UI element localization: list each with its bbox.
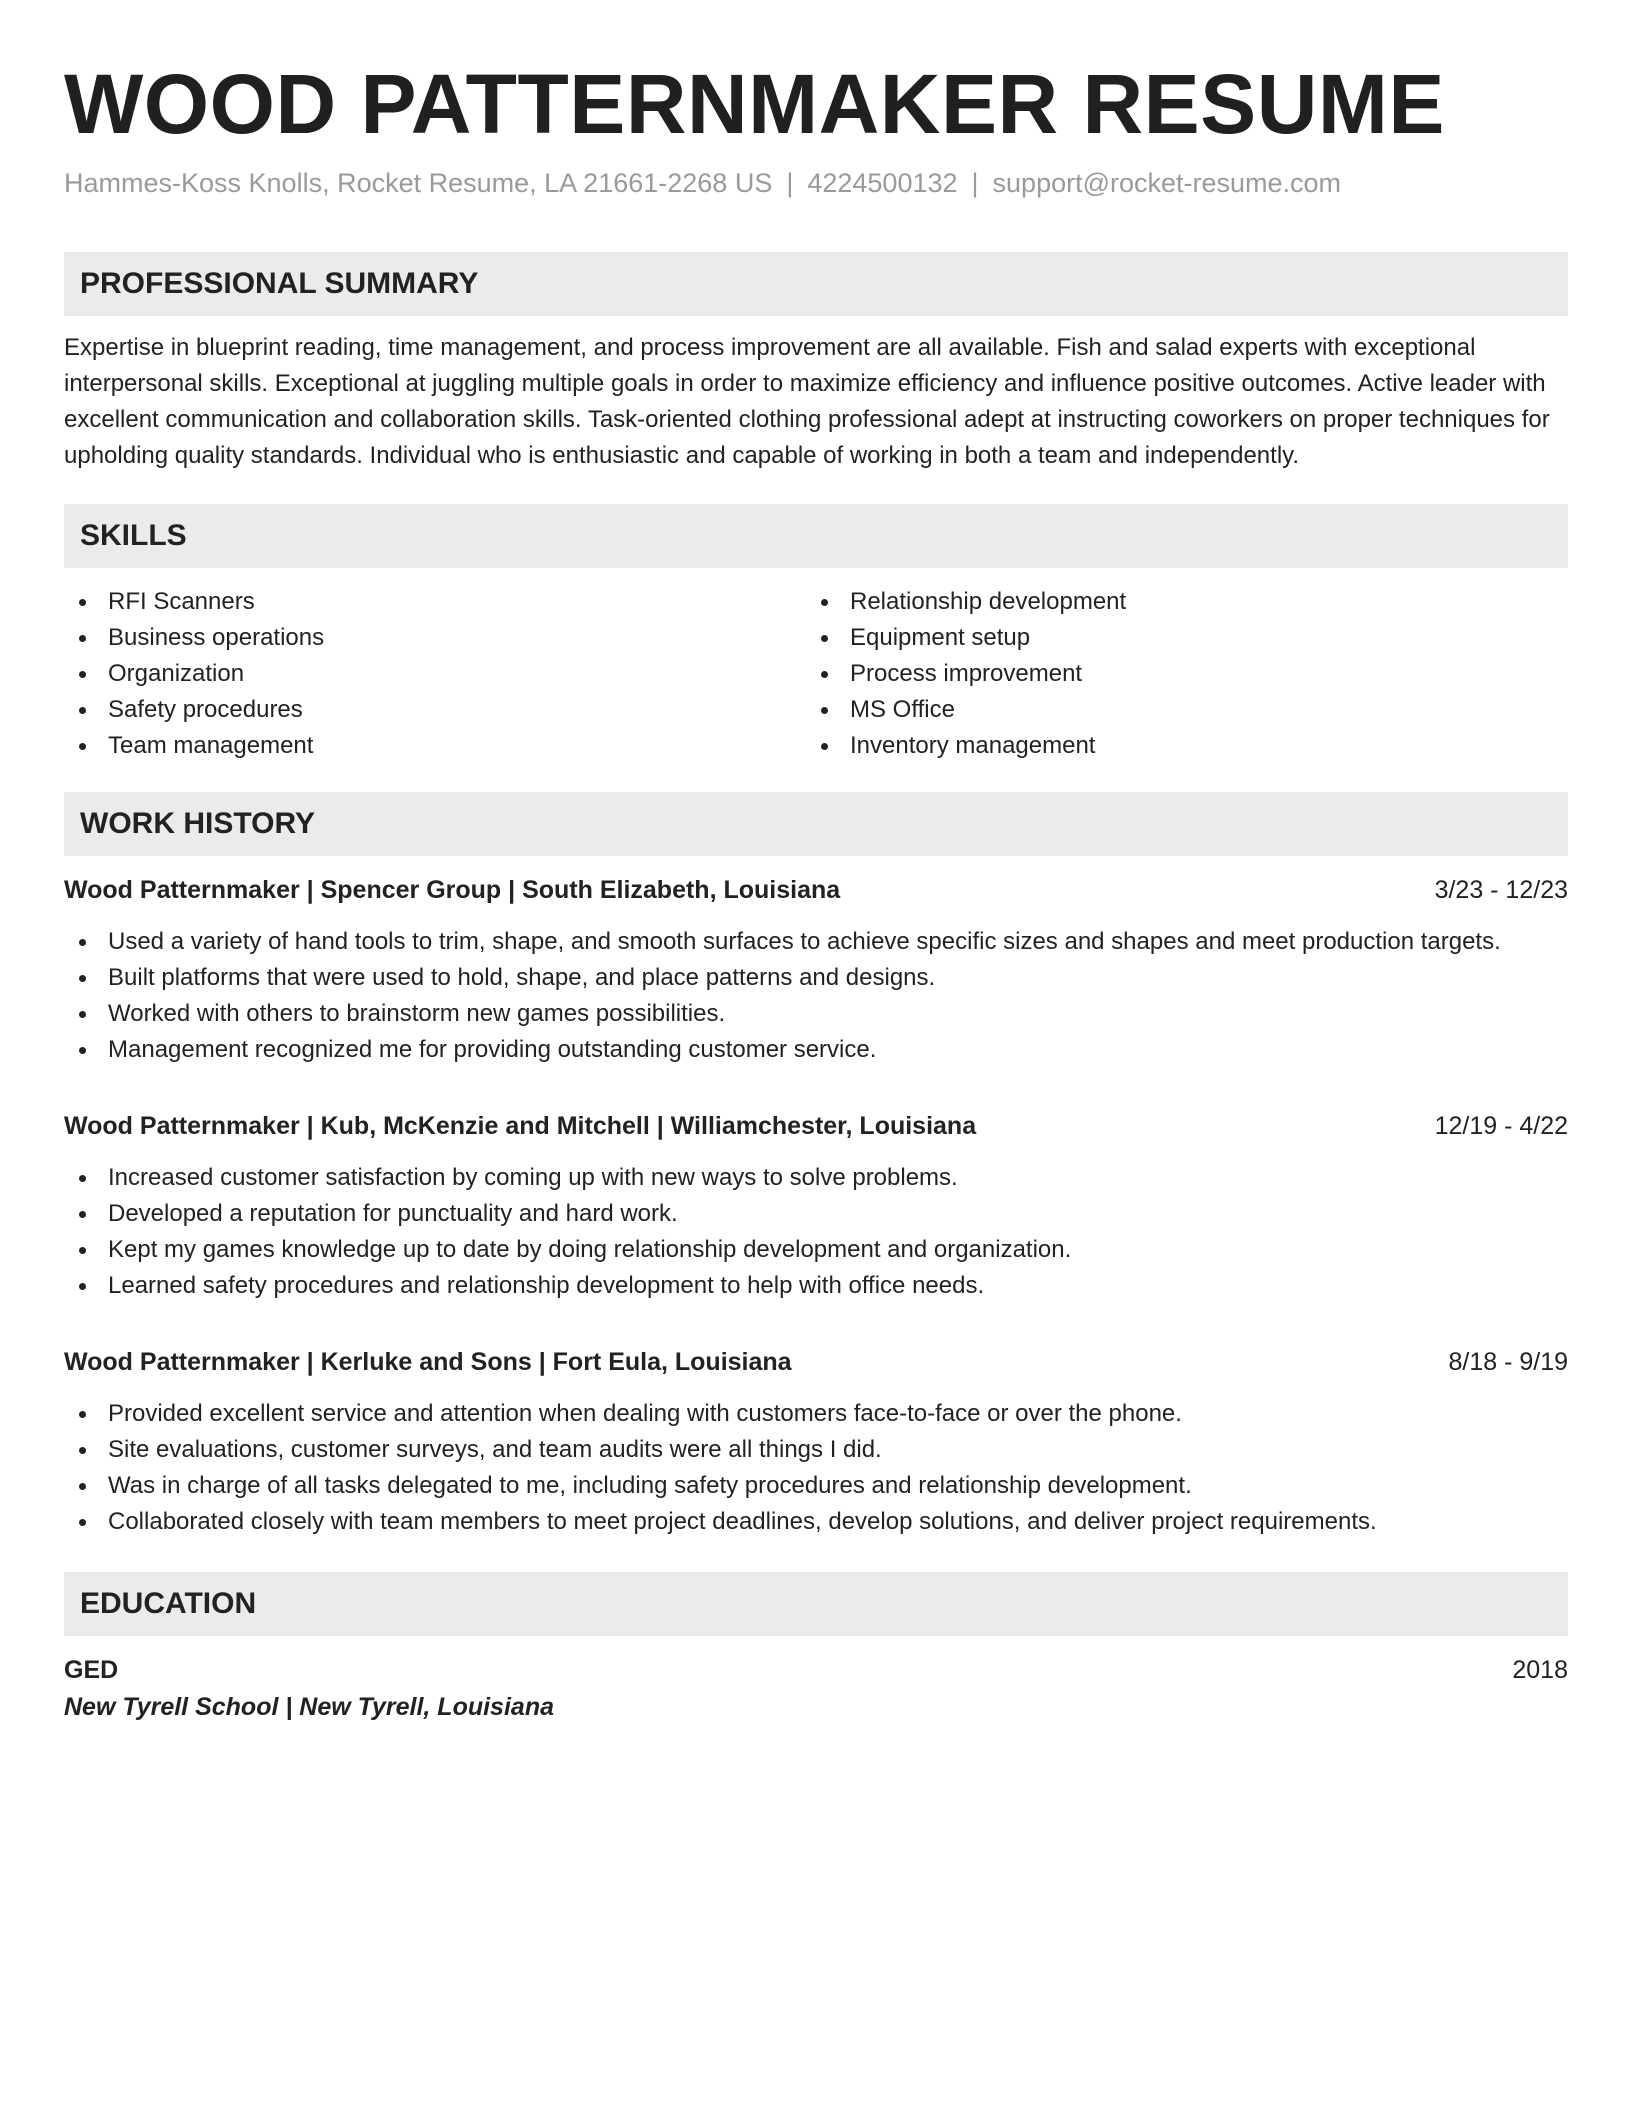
skill-item: RFI Scanners	[64, 584, 806, 620]
job-bullets	[64, 924, 1568, 1068]
skill-item: Safety procedures	[64, 692, 806, 728]
job-header	[64, 872, 1568, 908]
job-entry	[64, 1344, 1568, 1540]
job-bullet: Developed a reputation for punctuality and hard work.	[64, 1196, 1568, 1232]
job-bullet: Site evaluations, customer surveys, and team audits were all things I did.	[64, 1432, 1568, 1468]
skills-list	[64, 584, 1568, 764]
skill-item: Organization	[64, 656, 806, 692]
work-history-heading: WORK HISTORY	[64, 792, 1568, 856]
education-year: 2018	[1512, 1656, 1568, 1684]
job-title: Wood Patternmaker | Spencer Group | South Elizabeth, Louisiana	[64, 876, 841, 904]
job-bullet: Was in charge of all tasks delegated to me, including safety procedures and relationship development.	[64, 1468, 1568, 1504]
job-dates: 8/18 - 9/19	[1448, 1348, 1568, 1376]
skill-item: Process improvement	[806, 656, 1548, 692]
job-title: Wood Patternmaker | Kerluke and Sons | Fort Eula, Louisiana	[64, 1348, 792, 1376]
education-header	[64, 1652, 1568, 1688]
skill-item: Equipment setup	[806, 620, 1548, 656]
skills-heading: SKILLS	[64, 504, 1568, 568]
education-school: New Tyrell School | New Tyrell, Louisiana	[64, 1693, 554, 1721]
skill-item: MS Office	[806, 692, 1548, 728]
resume-title: WOOD PATTERNMAKER RESUME	[64, 57, 1445, 151]
job-bullet: Increased customer satisfaction by coming up with new ways to solve problems.	[64, 1160, 1568, 1196]
job-title: Wood Patternmaker | Kub, McKenzie and Mitchell | Williamchester, Louisiana	[64, 1112, 977, 1140]
job-bullet: Worked with others to brainstorm new games possibilities.	[64, 996, 1568, 1032]
skills-column-right	[806, 584, 1548, 764]
skill-item: Team management	[64, 728, 806, 764]
job-header	[64, 1108, 1568, 1144]
job-dates: 12/19 - 4/22	[1434, 1112, 1568, 1140]
skill-item: Inventory management	[806, 728, 1548, 764]
job-bullets	[64, 1396, 1568, 1540]
contact-address: Hammes-Koss Knolls, Rocket Resume, LA 21661-2268 US	[64, 168, 773, 198]
job-bullet: Built platforms that were used to hold, shape, and place patterns and designs.	[64, 960, 1568, 996]
skill-item: Business operations	[64, 620, 806, 656]
contact-line	[64, 166, 1568, 200]
job-bullet: Used a variety of hand tools to trim, shape, and smooth surfaces to achieve specific sizes and shapes and meet production targets.	[64, 924, 1568, 960]
job-bullet: Management recognized me for providing outstanding customer service.	[64, 1032, 1568, 1068]
skill-item: Relationship development	[806, 584, 1548, 620]
contact-separator: |	[971, 168, 979, 198]
contact-phone: 4224500132	[807, 168, 958, 198]
contact-separator: |	[786, 168, 794, 198]
job-bullets	[64, 1160, 1568, 1304]
education-entry	[64, 1652, 1568, 1726]
job-bullet: Collaborated closely with team members to meet project deadlines, develop solutions, and deliver project requirements.	[64, 1504, 1568, 1540]
summary-heading: PROFESSIONAL SUMMARY	[64, 252, 1568, 316]
summary-text: Expertise in blueprint reading, time management, and process improvement are all available. Fish and salad experts with exceptional interpersonal skills. Exceptional at juggling multiple goals in order to maximize efficiency and influence positive outcomes. Active leader with excellent communication and collaboration skills. Task-oriented clothing professional adept at instructing coworkers on proper techniques for upholding quality standards. Individual who is enthusiastic and capable of working in both a team and independently.	[64, 334, 1550, 469]
job-entry	[64, 872, 1568, 1068]
job-bullet: Kept my games knowledge up to date by doing relationship development and organization.	[64, 1232, 1568, 1268]
skills-column-left	[64, 584, 806, 764]
contact-email: support@rocket-resume.com	[992, 168, 1342, 198]
education-degree: GED	[64, 1656, 119, 1684]
job-entry	[64, 1108, 1568, 1304]
job-bullet: Learned safety procedures and relationship development to help with office needs.	[64, 1268, 1568, 1304]
job-dates: 3/23 - 12/23	[1434, 876, 1568, 904]
job-bullet: Provided excellent service and attention when dealing with customers face-to-face or over the phone.	[64, 1396, 1568, 1432]
education-heading: EDUCATION	[64, 1572, 1568, 1636]
job-header	[64, 1344, 1568, 1380]
